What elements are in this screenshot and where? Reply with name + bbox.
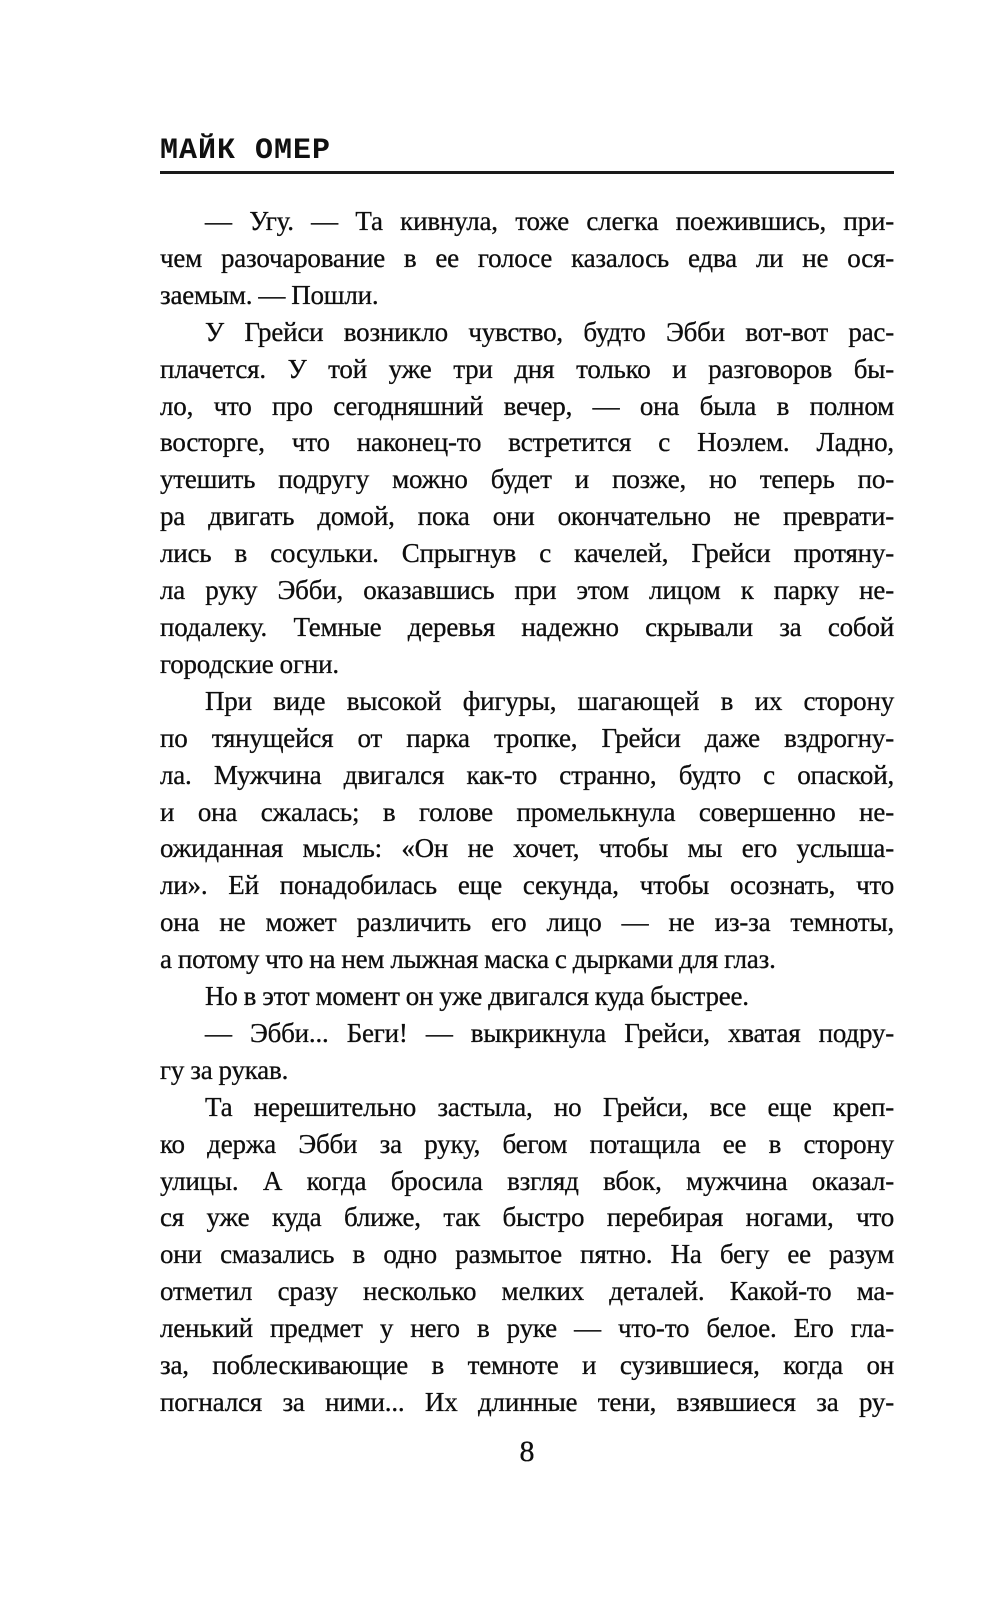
- running-header: [160, 135, 894, 174]
- text-line: У Грейси возникло чувство, будто Эбби вот-вот рас-: [205, 316, 894, 347]
- text-line: заемым. — Пошли.: [160, 279, 379, 310]
- text-line: они смазались в одно размытое пятно. На бегу ее разум: [160, 1239, 894, 1270]
- text-line: и она сжалась; в голове промелькнула совершенно не-: [160, 796, 894, 827]
- text-line: погнался за ними... Их длинные тени, взявшиеся за ру-: [160, 1387, 894, 1417]
- text-line: Та нерешительно застыла, но Грейси, все еще креп-: [205, 1091, 894, 1122]
- text-line: восторге, что наконец-то встретится с Ноэлем. Ладно,: [160, 427, 894, 458]
- text-line: улицы. А когда бросила взгляд вбок, мужчина оказал-: [160, 1165, 894, 1196]
- header-rule: [160, 171, 894, 174]
- text-line: чем разочарование в ее голосе казалось едва ли не ося-: [160, 242, 894, 273]
- text-line: по тянущейся от парка тропке, Грейси даже вздрогну-: [160, 722, 894, 753]
- paragraph: [160, 683, 894, 978]
- text-line: ко держа Эбби за руку, бегом потащила ее в сторону: [160, 1128, 894, 1159]
- paragraph: [160, 1015, 894, 1089]
- text-line: утешить подругу можно будет и позже, но теперь по-: [160, 464, 894, 495]
- text-line: ло, что про сегодняшний вечер, — она была в полном: [160, 390, 894, 421]
- text-line: При виде высокой фигуры, шагающей в их сторону: [205, 685, 894, 716]
- text-line: отметил сразу несколько мелких деталей. Какой-то ма-: [160, 1276, 894, 1307]
- paragraph: [160, 203, 894, 314]
- text-line: Но в этот момент он уже двигался куда быстрее.: [205, 981, 749, 1012]
- text-line: лись в сосульки. Спрыгнув с качелей, Грейси протяну-: [160, 538, 894, 569]
- body-text: [160, 203, 894, 1421]
- text-line: подалеку. Темные деревья надежно скрывали за собой: [160, 611, 894, 642]
- paragraph: [160, 1089, 894, 1421]
- text-line: а потому что на нем лыжная маска с дырками для глаз.: [160, 944, 776, 975]
- author-name: МАЙК ОМЕР: [160, 134, 332, 168]
- text-line: гу за рукав.: [160, 1054, 289, 1085]
- text-line: ла руку Эбби, оказавшись при этом лицом к парку не-: [160, 575, 894, 606]
- text-line: за, поблескивающие в темноте и сузившиеся, когда он: [160, 1350, 894, 1381]
- text-line: ленький предмет у него в руке — что-то белое. Его гла-: [160, 1313, 894, 1344]
- paragraph: [160, 978, 894, 1015]
- text-line: плачется. У той уже три дня только и разговоров бы-: [160, 353, 894, 384]
- text-line: — Эбби... Беги! — выкрикнула Грейси, хватая подру-: [205, 1017, 894, 1048]
- text-line: ожиданная мысль: «Он не хочет, чтобы мы его услыша-: [160, 833, 894, 864]
- text-line: городские огни.: [160, 648, 339, 679]
- text-line: ла. Мужчина двигался как-то странно, будто с опаской,: [160, 759, 894, 790]
- text-line: ра двигать домой, пока они окончательно не преврати-: [160, 501, 894, 532]
- page-number: 8: [519, 1435, 535, 1468]
- text-line: — Угу. — Та кивнула, тоже слегка поежившись, при-: [205, 206, 894, 236]
- text-line: она не может различить его лицо — не из-за темноты,: [160, 907, 894, 938]
- paragraph: [160, 314, 894, 683]
- text-line: ся уже куда ближе, так быстро перебирая ногами, что: [160, 1202, 894, 1233]
- text-line: ли». Ей понадобилась еще секунда, чтобы осознать, что: [160, 870, 894, 901]
